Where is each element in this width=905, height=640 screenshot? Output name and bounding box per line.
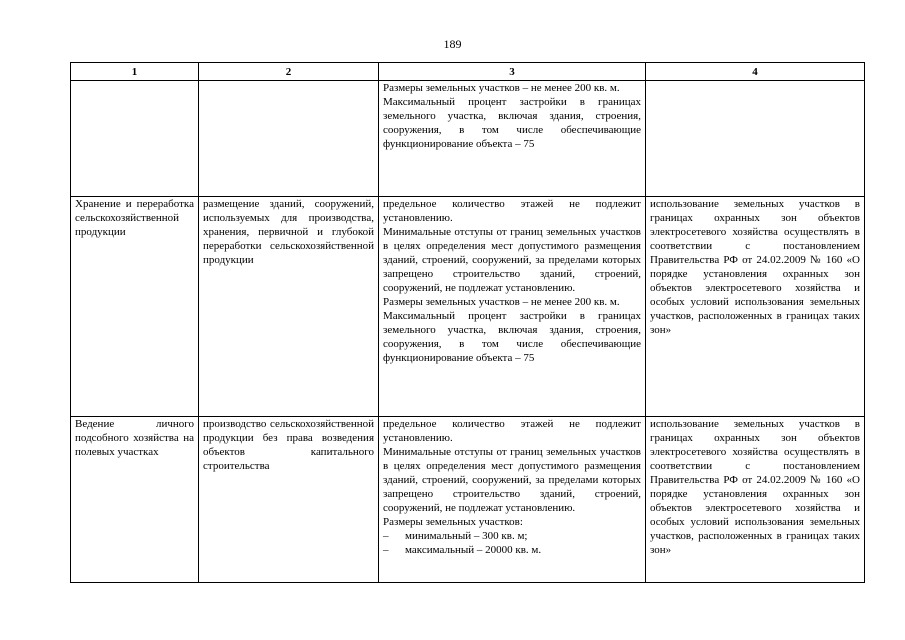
list-item-text: минимальный – 300 кв. м; — [405, 530, 528, 542]
dash-bullet: – — [383, 544, 389, 556]
cell-description: производство сельскохозяйственной продукции без права возведения объектов капитального строительства — [199, 417, 379, 583]
cell-restrictions: использование земельных участков в границах охранных зон объектов электросетевого хозяйства осуществлять в соответствии с постановлением Правительства РФ от 24.02.2009 № 160 «О порядке установления охранных зон объектов электросетевого хозяйства и особых условий использования земельных участков, расположенных в границах таких зон» — [646, 417, 865, 583]
table-header-row — [71, 63, 865, 81]
page-number: 189 — [443, 37, 462, 51]
param-text: предельное количество этажей не подлежит установлению. — [383, 198, 641, 224]
cell-name: Хранение и переработка сельскохозяйственной продукции — [71, 197, 199, 417]
param-text: Максимальный процент застройки в границах земельного участка, включая здания, строения, сооружения, в том числе обеспечивающие функционирование объекта – 75 — [383, 96, 641, 150]
param-text: Минимальные отступы от границ земельных участков в целях определения мест допустимого размещения зданий, строений, сооружений, за пределами которых запрещено строительство зданий, строений, сооружений, не подлежат установлению. — [383, 226, 641, 294]
dash-bullet: – — [383, 530, 389, 542]
cell-empty — [646, 81, 865, 197]
cell-params — [379, 417, 646, 583]
table-row-continuation — [71, 81, 865, 197]
param-text: предельное количество этажей не подлежит установлению. — [383, 418, 641, 444]
zoning-table — [70, 62, 865, 583]
column-header: 1 — [71, 63, 199, 81]
column-header: 3 — [379, 63, 646, 81]
column-header: 4 — [646, 63, 865, 81]
param-text: Размеры земельных участков – не менее 200 кв. м. — [383, 296, 620, 308]
cell-description: размещение зданий, сооружений, используемых для производства, хранения, первичной и глубокой переработки сельскохозяйственной продукции — [199, 197, 379, 417]
param-text: Размеры земельных участков: — [383, 516, 523, 528]
cell-params — [379, 81, 646, 197]
cell-name: Ведение личного подсобного хозяйства на полевых участках — [71, 417, 199, 583]
table-row — [71, 197, 865, 417]
param-text: Размеры земельных участков – не менее 200 кв. м. — [383, 82, 620, 94]
table-row — [71, 417, 865, 583]
column-header: 2 — [199, 63, 379, 81]
cell-empty — [71, 81, 199, 197]
cell-empty — [199, 81, 379, 197]
param-text: Максимальный процент застройки в границах земельного участка, включая здания, строения, сооружения, в том числе обеспечивающие функционирование объекта – 75 — [383, 310, 641, 364]
cell-params — [379, 197, 646, 417]
list-item — [383, 543, 641, 557]
param-text: Минимальные отступы от границ земельных участков в целях определения мест допустимого размещения зданий, строений, сооружений, за пределами которых запрещено строительство зданий, строений, сооружений, не подлежат установлению. — [383, 446, 641, 514]
list-item-text: максимальный – 20000 кв. м. — [405, 544, 542, 556]
list-item — [383, 529, 641, 543]
cell-restrictions: использование земельных участков в границах охранных зон объектов электросетевого хозяйства осуществлять в соответствии с постановлением Правительства РФ от 24.02.2009 № 160 «О порядке установления охранных зон объектов электросетевого хозяйства и особых условий использования земельных участков, расположенных в границах таких зон» — [646, 197, 865, 417]
